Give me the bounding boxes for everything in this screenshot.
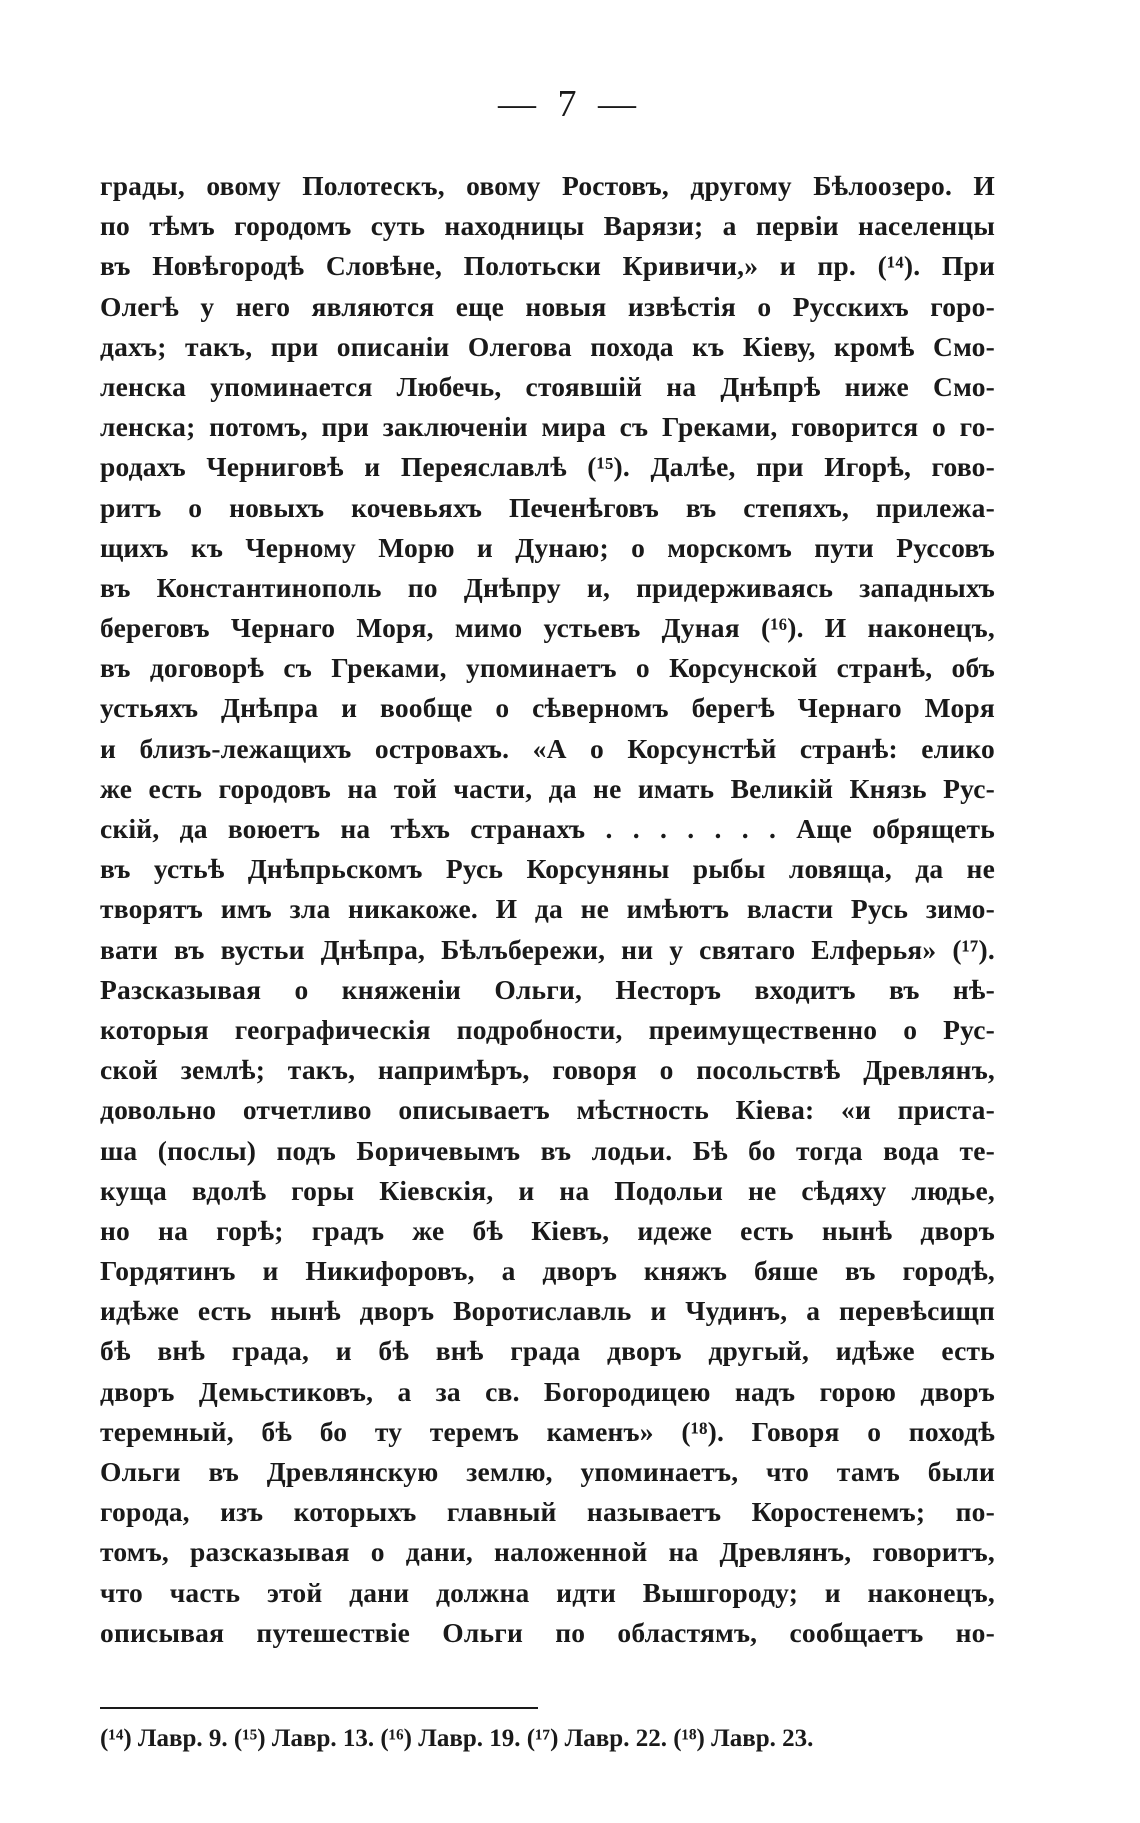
text-line: что часть этой дани должна идти Вышгороду; и наконецъ,: [100, 1576, 995, 1608]
text-line: но на горѣ; градъ же бѣ Кіевъ, идеже есть нынѣ дворъ: [100, 1214, 995, 1246]
text-line: и близъ-лежащихъ островахъ. «А о Корсунстѣй странѣ: елико: [100, 732, 995, 764]
footnote-divider: [100, 1707, 538, 1709]
text-line: ритъ о новыхъ кочевьяхъ Печенѣговъ въ степяхъ, прилежа-: [100, 491, 995, 523]
text-line: щихъ къ Черному Морю и Дунаю; о морскомъ пути Руссовъ: [100, 531, 995, 563]
text-line: ленска; потомъ, при заключеніи мира съ Греками, говорится о го-: [100, 411, 995, 443]
page-number: — 7 —: [498, 83, 642, 125]
text-line: береговъ Чернаго Моря, мимо устьевъ Дуная (¹⁶). И наконецъ,: [100, 612, 995, 644]
text-line: теремный, бѣ бо ту теремъ каменъ» (¹⁸). Говоря о походѣ: [100, 1415, 995, 1447]
text-line: довольно отчетливо описываетъ мѣстность Кіева: «и приста-: [100, 1094, 995, 1126]
text-line: устьяхъ Днѣпра и вообще о сѣверномъ берегѣ Чернаго Моря: [100, 692, 995, 724]
text-line: въ договорѣ съ Греками, упоминаетъ о Корсунской странѣ, объ: [100, 652, 995, 684]
text-line: дворъ Демьстиковъ, а за св. Богородицею надъ горою дворъ: [100, 1375, 995, 1407]
text-line: скій, да воюетъ на тѣхъ странахъ . . . . . . . Аще обрящеть: [100, 813, 995, 844]
text-line: ша (послы) подъ Боричевымъ въ лодьи. Бѣ бо тогда вода те-: [100, 1134, 995, 1166]
text-line: родахъ Черниговѣ и Переяславлѣ (¹⁵). Далѣе, при Игорѣ, гово-: [100, 451, 995, 483]
text-line: города, изъ которыхъ главный называетъ Коростенемъ; по-: [100, 1496, 995, 1528]
text-line: томъ, разсказывая о дани, наложенной на Древлянъ, говоритъ,: [100, 1536, 995, 1568]
text-line: дахъ; такъ, при описаніи Олегова похода къ Кіеву, кромѣ Смо-: [100, 330, 995, 362]
footnotes: (¹⁴) Лавр. 9. (¹⁵) Лавр. 13. (¹⁶) Лавр. 19. (¹⁷) Лавр. 22. (¹⁸) Лавр. 23.: [100, 1725, 814, 1752]
body-text: [100, 166, 995, 1653]
text-line: Ольги въ Древлянскую землю, упоминаетъ, что тамъ были: [100, 1456, 995, 1487]
text-line: по тѣмъ городомъ суть находницы Варязи; а первіи населенцы: [100, 210, 995, 242]
text-line: грады, овому Полотескъ, овому Ростовъ, другому Бѣлоозеро. И: [100, 170, 995, 201]
text-line: же есть городовъ на той части, да не имать Великій Князь Рус-: [100, 772, 995, 804]
text-line: Гордятинъ и Никифоровъ, а дворъ княжъ бяше въ городѣ,: [100, 1255, 995, 1287]
text-line: въ Константинополь по Днѣпру и, придерживаясь западныхъ: [100, 571, 995, 603]
text-line: которыя географическія подробности, преимущественно о Рус-: [100, 1013, 995, 1045]
text-line: куща вдолѣ горы Кіевскія, и на Подольи не сѣдяху людье,: [100, 1174, 995, 1206]
text-line: въ Новѣгородѣ Словѣне, Полотьски Кривичи,» и пр. (¹⁴). При: [100, 250, 995, 282]
text-line: Разсказывая о княженіи Ольги, Несторъ входитъ въ нѣ-: [100, 973, 995, 1005]
text-line: ленска упоминается Любечь, стоявшій на Днѣпрѣ ниже Смо-: [100, 370, 995, 402]
text-line: описывая путешествіе Ольги по областямъ, сообщаетъ но-: [100, 1616, 995, 1648]
text-line: ской землѣ; такъ, напримѣръ, говоря о посольствѣ Древлянъ,: [100, 1054, 995, 1086]
text-line: творятъ имъ зла никакоже. И да не имѣютъ власти Русь зимо-: [100, 893, 995, 925]
text-line: въ устьѣ Днѣпрьскомъ Русь Корсуняны рыбы ловяща, да не: [100, 853, 995, 885]
text-line: Олегѣ у него являются еще новыя извѣстія о Русскихъ горо-: [100, 290, 995, 322]
text-line: идѣже есть нынѣ дворъ Воротиславль и Чудинъ, а перевѣсищп: [100, 1295, 995, 1327]
text-line: вати въ вустьи Днѣпра, Бѣлъбережи, ни у святаго Елферья» (¹⁷).: [100, 933, 995, 965]
text-line: бѣ внѣ града, и бѣ внѣ града дворъ другый, идѣже есть: [100, 1335, 995, 1367]
